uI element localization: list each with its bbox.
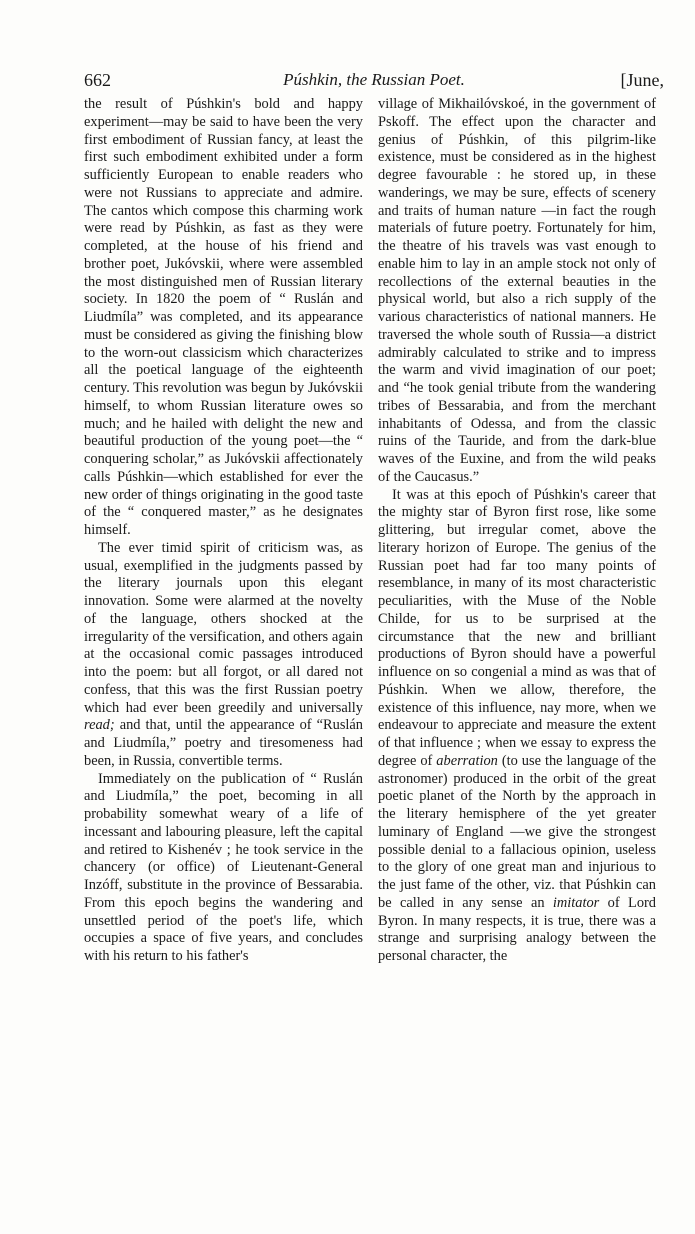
right-column xyxy=(378,96,656,966)
date-fragment: [June, xyxy=(620,70,664,90)
emphasis: aberration xyxy=(436,752,498,769)
paragraph: The ever timid spirit of criticism was, as usual, exemplified in the judgments passed by the literary journals upon this elegant innovation. Some were alarmed at the novelty of the language, others shocked at the irregularity of the versification, and others again at the occasional comic passages introduced into the poem: but all forgot, or all dared not confess, that this was the first Russian poetry which had ever been greedily and universally read; and that, until the appearance of “Ruslán and Liudmíla,” poetry and tiresomeness had been, in Russia, convertible terms. xyxy=(84,539,363,769)
emphasis: imitator xyxy=(552,894,600,911)
running-header xyxy=(84,70,664,96)
paragraph: village of Mikhailóvskoé, in the government of Pskoff. The effect upon the character and genius of Púshkin, of this pilgrim-like existence, must be considered as in the highest degree favourable : he stored up, in these wanderings, we may be sure, effects of scenery and traits of human nature —in fact the rough materials of future poetry. Fortunately for him, the theatre of his travels was vast enough to enable him to lay in an ample stock not only of recollections of the external beauties in the physical world, but also a rich supply of the various characteristics of national manners. He traversed the whole south of Russia—a district admirably calculated to strike and to impress the warm and vivid imagination of our poet; and “he took genial tribute from the wandering tribes of Bessarabia, and from the merchant inhabitants of Odessa, and from the classic ruins of the Tauride, and from the dark-blue waves of the Euxine, and from the wild peaks of the Caucasus.” xyxy=(378,96,656,485)
page-number: 662 xyxy=(84,70,111,90)
paragraph: the result of Púshkin's bold and happy experiment—may be said to have been the very first embodiment of Russian fancy, at least the first such embodiment exhibited under a form sufficiently European to enable readers who were not Russians to appreciate and admire. The cantos which compose this charming work were read by Púshkin, as fast as they were completed, at the house of his friend and brother poet, Jukóvskii, where were assembled the most distinguished men of Russian literary society. In 1820 the poem of “ Ruslán and Liudmíla” was completed, and its appearance must be considered as giving the finishing blow to the worn-out classicism which characterizes all the poetical language of the eighteenth century. This revolution was begun by Jukóvskii himself, to whom Russian literature owes so much; and he hailed with delight the new and beautiful production of the young poet—the “ conquering scholar,” as Jukóvskii affectionately calls Púshkin—which established for ever the new order of things originating in the good taste of the “ conquered master,” as he designates himself. xyxy=(84,96,363,538)
paragraph: It was at this epoch of Púshkin's career that the mighty star of Byron first rose, like some glittering, but irregular comet, above the literary horizon of Europe. The genius of the Russian poet had far too many points of resemblance, in many of its most characteristic peculiarities, with the Muse of the Noble Childe, for us to be surprised at the circumstance that the new and brilliant productions of Byron should have a powerful influence on so congenial a mind as was that of Púshkin. When we allow, therefore, the existence of this influence, nay more, when we endeavour to appreciate and measure the extent of that influence ; when we essay to express the degree of aberration (to use the language of the astronomer) produced in the orbit of the great poetic planet of the North by the approach in the literary hemisphere of the yet greater luminary of England —we give the strongest possible denial to a fallacious opinion, useless to the glory of one great man and injurious to the just fame of the other, viz. that Púshkin can be called in any sense an imitator of Lord Byron. In many respects, it is true, there was a strange and surprising analogy between the personal character, the xyxy=(378,486,657,964)
running-title: Púshkin, the Russian Poet. xyxy=(283,70,465,89)
left-column xyxy=(84,96,363,966)
paragraph: Immediately on the publication of “ Ruslán and Liudmíla,” the poet, becoming in all probability somewhat weary of a life of incessant and labouring pleasure, left the capital and retired to Kishenév ; he took service in the chancery (or office) of Lieutenant-General Inzóff, substitute in the province of Bessarabia. From this epoch begins the wandering and unsettled period of the poet's life, which occupies a space of five years, and concludes with his return to his father's xyxy=(84,770,363,964)
emphasis: read; xyxy=(84,717,115,734)
